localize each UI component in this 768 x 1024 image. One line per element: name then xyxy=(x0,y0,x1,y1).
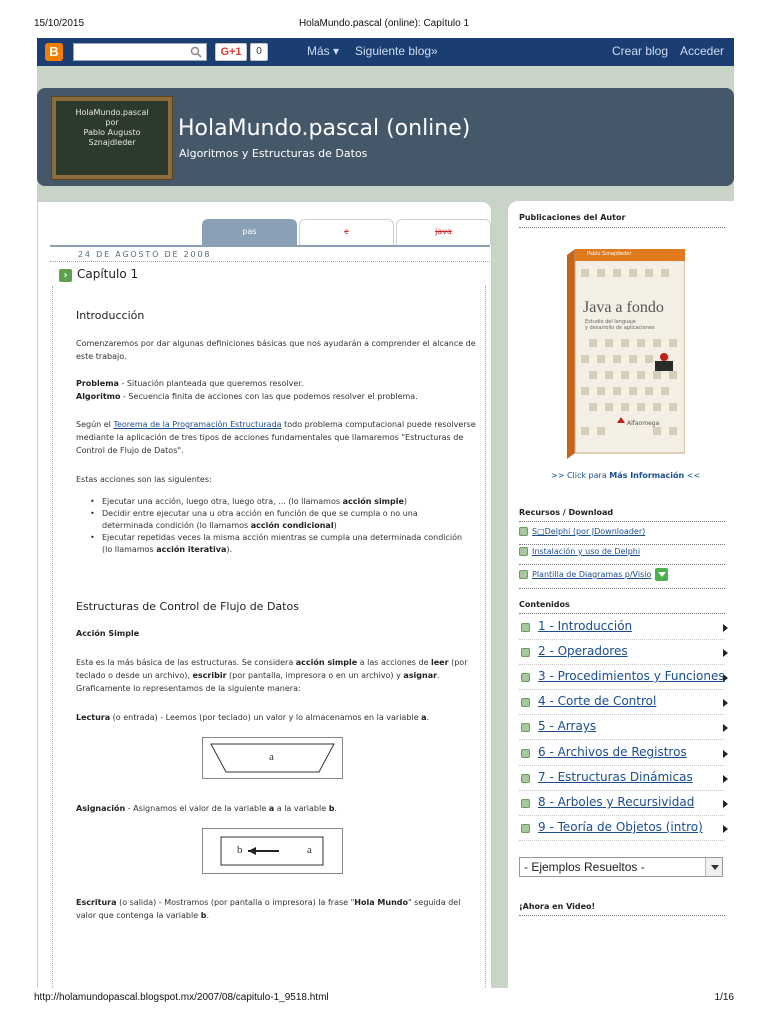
chalk-line: Pablo Augusto xyxy=(83,128,141,137)
asignacion-paragraph: Asignación - Asignamos el valor de la variable a a la variable b. xyxy=(76,804,337,813)
print-url: http://holamundopascal.blogspot.mx/2007/08/capitulo-1_9518.html xyxy=(34,992,329,1003)
diagram-variable-right: a xyxy=(307,844,312,856)
chalk-line: HolaMundo.pascal xyxy=(75,108,149,117)
sidebar-heading-recursos: Recursos / Download xyxy=(519,508,614,517)
chevron-right-icon xyxy=(723,724,728,732)
subheading-accion-simple: Acción Simple xyxy=(76,629,140,638)
list-item: • Decidir entre ejecutar una u otra acción en función de que se cumpla o no una determinada condición (lo llamamos acción condicional) xyxy=(90,508,470,532)
lectura-diagram xyxy=(202,737,343,779)
sign-in-link[interactable]: Acceder xyxy=(680,44,725,58)
lectura-paragraph: Lectura (o entrada) - Leemos (por teclado) un valor y lo almacenamos en la variable a. xyxy=(76,713,430,722)
gplus-count: 0 xyxy=(250,43,268,61)
chapter-link[interactable]: 3 - Procedimientos y Funciones xyxy=(519,668,725,690)
divider xyxy=(519,915,725,916)
book-info-link[interactable]: >> Click para Más Información << xyxy=(551,471,701,480)
acciones-intro: Estas acciones son las siguientes: xyxy=(76,475,212,484)
book-title: Java a fondo xyxy=(583,299,664,316)
divider xyxy=(519,613,725,614)
book-subtitle-2: y desarrollo de aplicaciones xyxy=(585,325,655,331)
sidebar-heading-video: ¡Ahora en Video! xyxy=(519,902,596,911)
create-blog-link[interactable]: Crear blog xyxy=(612,44,669,58)
intro-paragraph: Comenzaremos por dar algunas definiciones básicas que nos ayudarán a comprender el alcance de este trabajo. xyxy=(76,339,476,361)
book-publisher: Alfaomega xyxy=(627,420,660,427)
divider xyxy=(50,261,490,262)
book-cover-image xyxy=(567,249,685,459)
bullet-icon xyxy=(521,673,530,682)
list-item: • Ejecutar repetidas veces la misma acción mientras se cumpla una determinada condición (lo llamamos acción iterativa). xyxy=(90,532,470,556)
bullet-icon xyxy=(519,570,528,579)
ejemplos-select[interactable]: - Ejemplos Resueltos - xyxy=(519,857,723,877)
bullet-icon xyxy=(519,527,528,536)
chalkboard-text xyxy=(56,101,168,175)
chalkboard-logo[interactable] xyxy=(51,96,173,180)
chapter-link[interactable]: 6 - Archivos de Registros xyxy=(519,744,725,766)
main-column xyxy=(37,201,492,988)
chevron-right-icon xyxy=(723,624,728,632)
blog-title[interactable]: HolaMundo.pascal (online) xyxy=(178,116,471,141)
blog-subtitle: Algoritmos y Estructuras de Datos xyxy=(179,147,368,160)
sidebar-heading-contenidos: Contenidos xyxy=(519,600,570,609)
teorema-link[interactable]: Teorema de la Programación Estructurada xyxy=(113,420,282,429)
book-cover[interactable] xyxy=(567,249,685,459)
chapter-link[interactable]: 5 - Arrays xyxy=(519,718,725,740)
next-blog-link[interactable]: Siguiente blog» xyxy=(355,44,438,58)
chevron-right-icon xyxy=(723,674,728,682)
gplus-button[interactable]: G+1 xyxy=(215,43,247,61)
asignacion-diagram xyxy=(202,828,343,874)
definition-problema: Problema - Situación planteada que queremos resolver. xyxy=(76,379,304,388)
chevron-right-icon xyxy=(723,825,728,833)
divider xyxy=(519,564,725,565)
chalk-line: Sznajdleder xyxy=(88,138,136,147)
download-icon[interactable] xyxy=(655,568,668,581)
divider xyxy=(519,521,725,522)
list-item: • Ejecutar una acción, luego otra, luego otra, ... (lo llamamos acción simple) xyxy=(90,496,470,508)
language-tabs xyxy=(202,219,490,245)
print-page-number: 1/16 xyxy=(714,992,734,1003)
section-heading-introduccion: Introducción xyxy=(76,309,145,322)
bullet-icon xyxy=(521,749,530,758)
teorema-paragraph: Según el Teorema de la Programación Estructurada todo problema computacional puede resolverse mediante la aplicación de tres tipos de acciones fundamentales que llamaremos "Estructuras de Control de Flujo de Datos". xyxy=(76,420,476,455)
bullet-icon xyxy=(521,824,530,833)
tabs-underline xyxy=(50,245,490,247)
divider xyxy=(519,227,725,228)
chapter-link[interactable]: 8 - Arboles y Recursividad xyxy=(519,794,725,816)
more-menu[interactable]: Más ▾ xyxy=(307,44,340,58)
book-subtitle-1: Estudio del lenguaje xyxy=(585,319,636,325)
chevron-right-icon xyxy=(723,800,728,808)
search-input[interactable] xyxy=(73,43,207,61)
section-heading-estructuras: Estructuras de Control de Flujo de Datos xyxy=(76,600,299,613)
escritura-paragraph: Escritura (o salida) - Mostramos (por pantalla o impresora) la frase "Hola Mundo" seguida del valor que contenga la variable b. xyxy=(76,898,461,920)
bullet-icon xyxy=(519,547,528,556)
chalk-line: por xyxy=(105,118,119,127)
resource-link[interactable]: Plantilla de Diagramas p/Visio xyxy=(519,568,668,584)
chevron-right-icon xyxy=(723,649,728,657)
actions-list xyxy=(90,496,470,556)
tab-pas[interactable]: pas xyxy=(202,219,297,245)
chevron-right-icon xyxy=(723,750,728,758)
diagram-variable: a xyxy=(269,751,274,763)
chapter-link[interactable]: 9 - Teoría de Objetos (intro) xyxy=(519,819,725,841)
chapter-link[interactable]: 4 - Corte de Control xyxy=(519,693,725,715)
book-author: Pablo Sznajdleder xyxy=(587,251,632,257)
post-title[interactable]: Capítulo 1 xyxy=(77,267,139,281)
bullet-icon xyxy=(521,799,530,808)
bullet-icon xyxy=(521,623,530,632)
simple-paragraph: Esta es la más básica de las estructuras. Se considera acción simple a las acciones de leer (por teclado o desde un archivo), escribir (por pantalla, impresora o en un archivo) y asignar. Graficamente lo representamos de la siguiente manera: xyxy=(76,658,468,693)
print-footer xyxy=(34,992,734,1006)
chapter-link[interactable]: 7 - Estructuras Dinámicas xyxy=(519,769,725,791)
print-date: 15/10/2015 xyxy=(34,18,85,29)
chapter-link[interactable]: 2 - Operadores xyxy=(519,643,725,665)
blog-header xyxy=(37,88,734,186)
divider xyxy=(519,588,725,589)
bullet-icon xyxy=(521,774,530,783)
chevron-down-icon[interactable] xyxy=(705,858,722,876)
tab-java[interactable]: java xyxy=(396,219,491,245)
bullet-icon xyxy=(521,698,530,707)
chevron-right-icon xyxy=(723,699,728,707)
arrow-right-icon: › xyxy=(59,269,72,282)
sidebar xyxy=(508,201,734,988)
search-icon[interactable] xyxy=(190,46,202,58)
divider xyxy=(519,544,725,545)
resource-link[interactable]: Instalación y uso de Delphi xyxy=(519,547,640,563)
blogger-navbar xyxy=(37,38,734,66)
print-title: HolaMundo.pascal (online): Capítulo 1 xyxy=(298,18,470,29)
definition-algoritmo: Algoritmo - Secuencia finita de acciones con las que podemos resolver el problema. xyxy=(76,392,418,401)
post-date: 24 DE AGOSTO DE 2008 xyxy=(78,250,212,259)
blogger-logo-icon[interactable]: B xyxy=(45,43,63,61)
blog-page xyxy=(37,38,734,988)
sidebar-heading-publicaciones: Publicaciones del Autor xyxy=(519,213,626,222)
bullet-icon xyxy=(521,648,530,657)
definitions xyxy=(76,377,476,403)
assignment-shape xyxy=(203,829,342,873)
bullet-icon xyxy=(521,723,530,732)
tab-c[interactable]: c xyxy=(299,219,394,245)
chapter-link[interactable]: 1 - Introducción xyxy=(519,618,725,640)
resource-link[interactable]: S□Delphi (por JDownloader) xyxy=(519,527,645,543)
diagram-variable-left: b xyxy=(237,844,243,856)
print-header xyxy=(34,18,734,32)
chevron-right-icon xyxy=(723,775,728,783)
